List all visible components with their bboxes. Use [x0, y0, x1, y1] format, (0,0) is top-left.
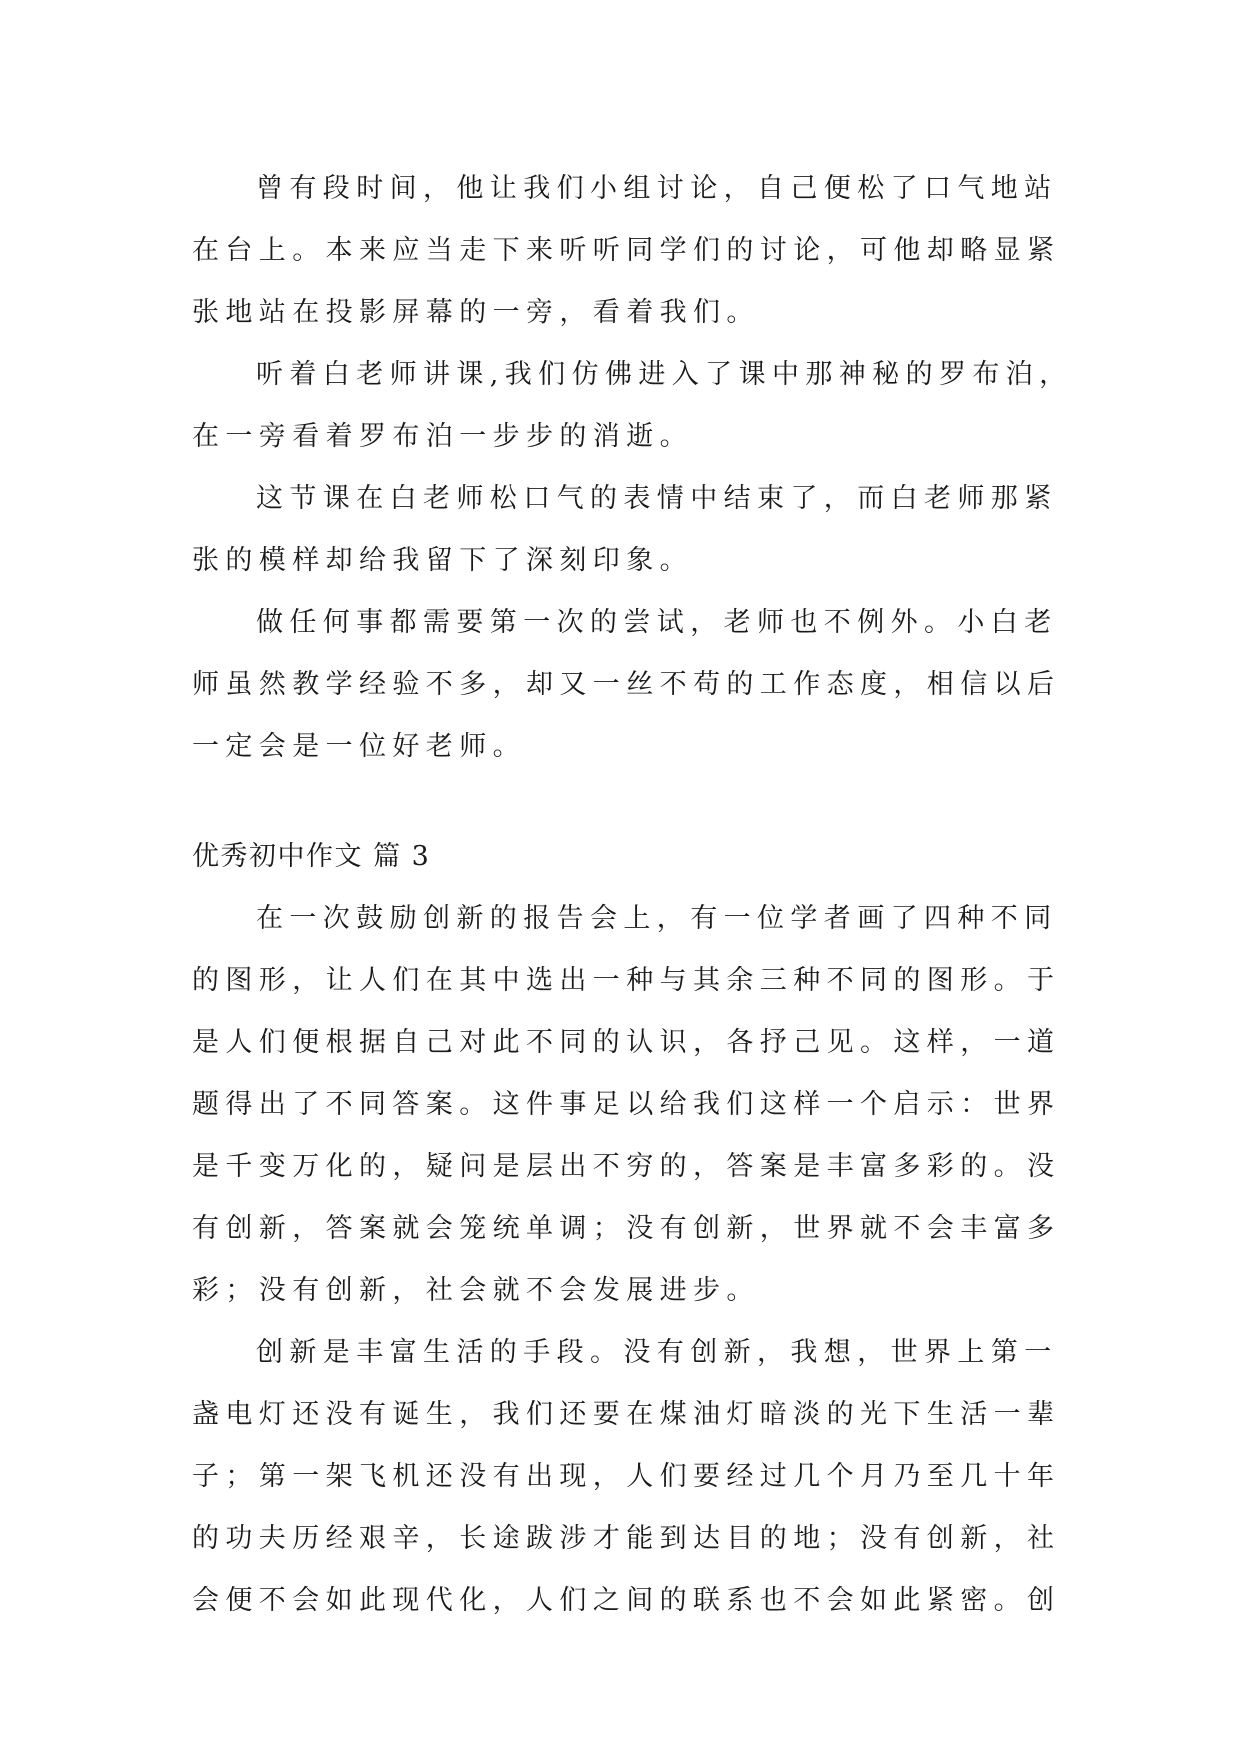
paragraph	[192, 468, 1058, 592]
text-line: 题得出了不同答案。这件事足以给我们这样一个启示：世界	[192, 1089, 1061, 1120]
text-line: 的功夫历经艰辛，长途跋涉才能到达目的地；没有创新，社	[192, 1523, 1061, 1554]
paragraph	[192, 158, 1061, 344]
paragraph	[192, 592, 1061, 778]
paragraph	[192, 344, 1073, 468]
text-line: 盏电灯还没有诞生，我们还要在煤油灯暗淡的光下生活一辈	[192, 1399, 1061, 1430]
text-line: 彩；没有创新，社会就不会发展进步。	[192, 1275, 760, 1306]
text-line: 是千变万化的，疑问是层出不穷的，答案是丰富多彩的。没	[192, 1151, 1061, 1182]
text-line: 在一次鼓励创新的报告会上，有一位学者画了四种不同	[256, 903, 1058, 934]
text-line: 曾有段时间，他让我们小组讨论，自己便松了口气地站	[256, 173, 1058, 204]
paragraph	[192, 888, 1061, 1322]
section-spacer	[192, 778, 1052, 826]
text-line: 一定会是一位好老师。	[192, 731, 526, 762]
text-line: 在台上。本来应当走下来听听同学们的讨论，可他却略显紧	[192, 235, 1061, 266]
text-line: 会便不会如此现代化，人们之间的联系也不会如此紧密。创	[192, 1585, 1061, 1616]
text-line: 听着白老师讲课,我们仿佛进入了课中那神秘的罗布泊，	[256, 359, 1073, 390]
text-line: 在一旁看着罗布泊一步步的消逝。	[192, 421, 693, 452]
document-body	[192, 158, 1073, 1632]
section-heading: 优秀初中作文 篇 3	[192, 841, 431, 872]
text-line: 是人们便根据自己对此不同的认识，各抒己见。这样，一道	[192, 1027, 1061, 1058]
text-line: 张地站在投影屏幕的一旁，看着我们。	[192, 297, 760, 328]
text-line: 师虽然教学经验不多，却又一丝不苟的工作态度，相信以后	[192, 669, 1061, 700]
text-line: 这节课在白老师松口气的表情中结束了，而白老师那紧	[256, 483, 1058, 514]
text-line: 子；第一架飞机还没有出现，人们要经过几个月乃至几十年	[192, 1461, 1061, 1492]
text-line: 做任何事都需要第一次的尝试，老师也不例外。小白老	[256, 607, 1058, 638]
text-line: 张的模样却给我留下了深刻印象。	[192, 545, 693, 576]
paragraph	[192, 1322, 1061, 1632]
text-line: 的图形，让人们在其中选出一种与其余三种不同的图形。于	[192, 965, 1061, 996]
text-line: 创新是丰富生活的手段。没有创新，我想，世界上第一	[256, 1337, 1058, 1368]
text-line: 有创新，答案就会笼统单调；没有创新，世界就不会丰富多	[192, 1213, 1061, 1244]
